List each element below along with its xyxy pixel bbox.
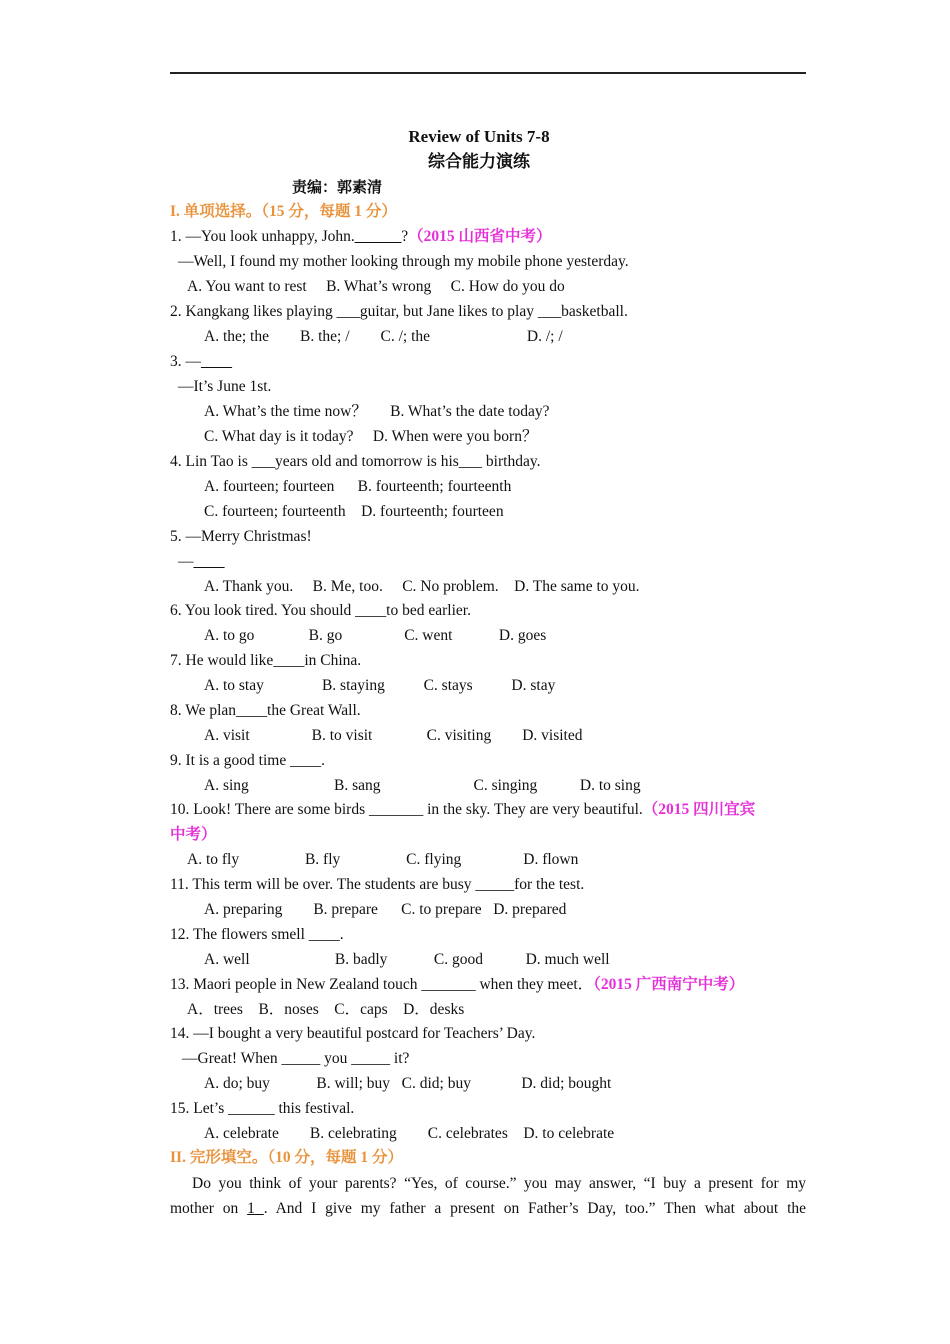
source-note: （2015 山西省中考） — [408, 228, 552, 245]
passage-line: Do you think of your parents? “Yes, of course.” you may answer, “I buy a present for my — [192, 1175, 806, 1192]
question-stem: 11. This term will be over. The students are busy _____for the test. — [170, 876, 585, 893]
header-rule — [170, 72, 806, 74]
answer-options: A. to go B. go C. went D. goes — [204, 627, 547, 644]
question-stem: 12. The flowers smell ____. — [170, 926, 344, 943]
question-stem: 1. —You look unhappy, John.______?（2015 山西省中考） — [170, 228, 552, 245]
question-stem: 2. Kangkang likes playing ___guitar, but Jane likes to play ___basketball. — [170, 303, 628, 320]
answer-options: C. fourteen; fourteenth D. fourteenth; fourteen — [204, 503, 504, 520]
answer-options: A. sing B. sang C. singing D. to sing — [204, 777, 641, 794]
answer-options: C. What day is it today? D. When were you born？ — [204, 428, 538, 445]
question-stem: 14. —I bought a very beautiful postcard for Teachers’ Day. — [170, 1025, 536, 1042]
question-stem: 4. Lin Tao is ___years old and tomorrow is his___ birthday. — [170, 453, 541, 470]
question-stem: 5. —Merry Christmas! — [170, 528, 312, 545]
question-stem: 7. He would like____in China. — [170, 652, 362, 669]
dialogue-line: —Great! When _____ you _____ it? — [182, 1050, 410, 1067]
source-note: （2015 四川宜宾 — [642, 801, 756, 818]
question-stem: 15. Let’s ______ this festival. — [170, 1100, 355, 1117]
section-heading: I. 单项选择。（15 分，每题 1 分） — [170, 203, 397, 220]
answer-options: A. What’s the time now？ B. What’s the date today? — [204, 403, 550, 420]
question-stem: 9. It is a good time ____. — [170, 752, 325, 769]
answer-options: A. visit B. to visit C. visiting D. visited — [204, 727, 583, 744]
source-note: （2015 广西南宁中考） — [593, 976, 745, 993]
answer-options: A．trees B．noses C．caps D．desks — [187, 1001, 465, 1018]
dialogue-line: —It’s June 1st. — [178, 378, 272, 395]
question-stem: 10. Look! There are some birds _______ in the sky. They are very beautiful.（2015 四川宜宾 — [170, 801, 756, 818]
page-subtitle: 综合能力演练 — [428, 152, 530, 171]
answer-options: A. preparing B. prepare C. to prepare D. prepared — [204, 901, 567, 918]
answer-options: A. to stay B. staying C. stays D. stay — [204, 677, 556, 694]
answer-options: A. do; buy B. will; buy C. did; buy D. did; bought — [204, 1075, 612, 1092]
dialogue-line: —____ — [178, 553, 225, 570]
answer-options: A. celebrate B. celebrating C. celebrates D. to celebrate — [204, 1125, 615, 1142]
editor-credit: 责编：郭素清 — [292, 180, 383, 196]
page-title: Review of Units 7-8 — [408, 127, 550, 146]
source-note-cont: 中考） — [170, 826, 217, 843]
dialogue-line: —Well, I found my mother looking through my mobile phone yesterday. — [178, 253, 629, 270]
answer-options: A. fourteen; fourteen B. fourteenth; fourteenth — [204, 478, 512, 495]
answer-options: A. well B. badly C. good D. much well — [204, 951, 610, 968]
answer-options: A. to fly B. fly C. flying D. flown — [187, 851, 579, 868]
answer-options: A. Thank you. B. Me, too. C. No problem. D. The same to you. — [204, 578, 640, 595]
answer-options: A. the; the B. the; / C. /; the D. /; / — [204, 328, 563, 345]
passage-line: mother on 1 . And I give my father a present on Father’s Day, too.” Then what about the — [170, 1200, 807, 1217]
question-stem: 13. Maori people in New Zealand touch _______ when they meet．（2015 广西南宁中考） — [170, 976, 745, 993]
cloze-blank: 1 — [247, 1200, 264, 1217]
question-stem: 8. We plan____the Great Wall. — [170, 702, 361, 719]
question-stem: 6. You look tired. You should ____to bed earlier. — [170, 602, 471, 619]
question-stem: 3. —____ — [170, 353, 232, 370]
section-heading: II. 完形填空。（10 分，每题 1 分） — [170, 1149, 403, 1166]
answer-options: A. You want to rest B. What’s wrong C. How do you do — [187, 278, 565, 295]
